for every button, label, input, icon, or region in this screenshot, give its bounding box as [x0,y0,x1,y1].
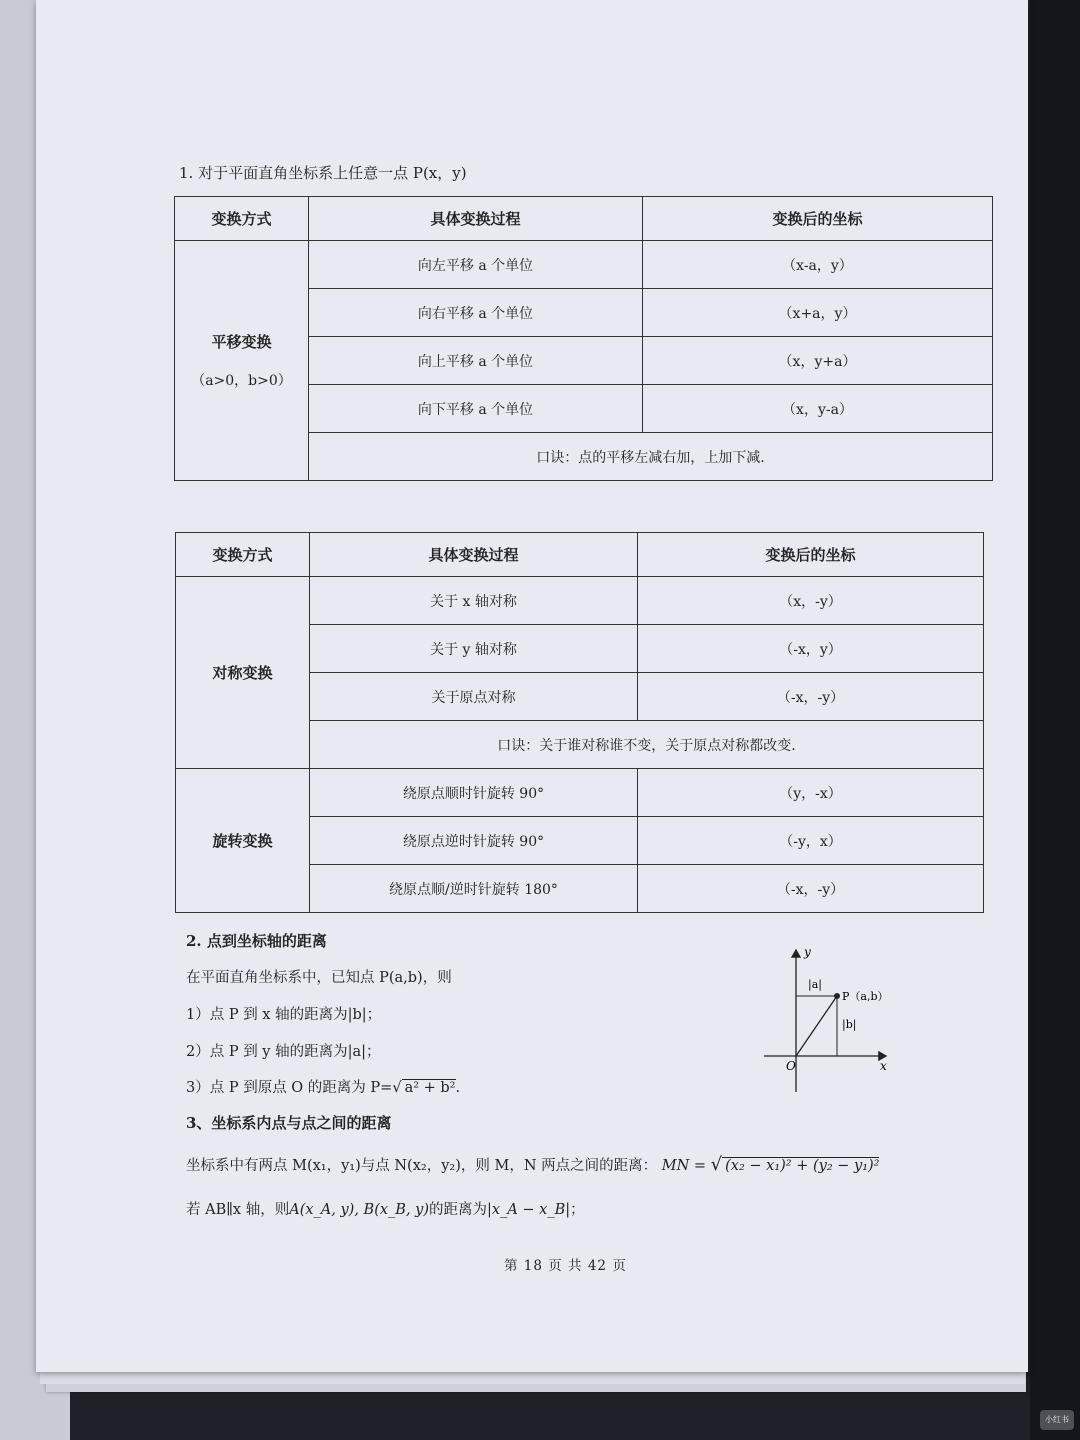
formula-lhs: MN = [661,1158,707,1174]
origin-to-p-line [796,996,837,1056]
section2-item-2: 2）点 P 到 y 轴的距离为|a|； [186,1044,381,1060]
process-cell: 向下平移 a 个单位 [309,385,643,433]
result-cell: （x+a，y） [643,289,993,337]
origin-label: O [786,1059,796,1073]
header-process: 具体变换过程 [310,533,638,577]
line2-prefix: 若 AB∥x 轴，则 [186,1202,290,1218]
point-label: P（a,b） [842,990,889,1003]
b-label: |b| [842,1018,857,1031]
header-transform-type: 变换方式 [176,533,310,577]
symmetry-rotation-table [175,532,984,913]
process-cell: 向上平移 a 个单位 [309,337,643,385]
section3-line1 [186,1154,879,1175]
header-result: 变换后的坐标 [643,197,993,241]
process-cell: 关于 y 轴对称 [310,625,638,673]
sqrt-symbol: √ [710,1154,723,1175]
section2-intro: 在平面直角坐标系中，已知点 P(a,b)，则 [186,970,452,986]
result-cell: （-x，-y） [638,865,984,913]
process-cell: 关于原点对称 [310,673,638,721]
point-p [834,993,840,999]
category-condition: （a>0，b>0） [191,373,292,389]
section2-item-1: 1）点 P 到 x 轴的距离为|b|； [186,1007,382,1023]
header-process: 具体变换过程 [309,197,643,241]
item3-suffix: . [455,1080,461,1096]
item3-prefix: 3）点 P 到原点 O 的距离为 P= [186,1080,393,1096]
process-cell: 向右平移 a 个单位 [309,289,643,337]
category-rotation: 旋转变换 [176,769,310,913]
process-cell: 绕原点顺/逆时针旋转 180° [310,865,638,913]
result-cell: （x，y-a） [643,385,993,433]
section3-line2 [186,1198,585,1219]
a-label: |a| [808,978,822,991]
sqrt-symbol: √ [392,1080,402,1096]
category-symmetry: 对称变换 [176,577,310,769]
result-cell: （x，-y） [638,577,984,625]
formula-radicand: (x₂ − x₁)² + (y₂ − y₁)² [722,1157,879,1174]
header-result: 变换后的坐标 [638,533,984,577]
page-footer: 第 18 页 共 42 页 [504,1258,627,1274]
table-header-row [176,533,984,577]
item3-radicand: a² + b² [402,1079,456,1096]
mnemonic-cell: 口诀：关于谁对称谁不变，关于原点对称都改变. [310,721,984,769]
background-right [1030,0,1080,1440]
result-cell: （x-a，y） [643,241,993,289]
watermark-logo: 小红书 [1040,1410,1074,1430]
header-transform-type: 变换方式 [175,197,309,241]
document-page [36,0,1028,1372]
table-row [175,241,993,289]
process-cell: 关于 x 轴对称 [310,577,638,625]
result-cell: （x，y+a） [643,337,993,385]
distance-figure [756,940,916,1100]
table-row [176,769,984,817]
mnemonic-cell: 口诀：点的平移左减右加，上加下减. [309,433,993,481]
process-cell: 向左平移 a 个单位 [309,241,643,289]
result-cell: （y，-x） [638,769,984,817]
category-label: 平移变换 [211,333,272,351]
result-cell: （-x，y） [638,625,984,673]
section3-heading: 3、坐标系内点与点之间的距离 [186,1114,392,1132]
line2-result: |x_A − x_B| [487,1202,571,1218]
y-label: y [804,945,811,959]
process-cell: 绕原点顺时针旋转 90° [310,769,638,817]
section2-item-3 [186,1076,460,1097]
section1-intro: 1. 对于平面直角坐标系上任意一点 P(x，y) [179,164,467,182]
table-header-row [175,197,993,241]
process-cell: 绕原点逆时针旋转 90° [310,817,638,865]
category-translation [175,241,309,481]
line2-points: A(x_A, y), B(x_B, y) [289,1202,430,1218]
line2-suffix: ； [570,1202,585,1218]
result-cell: （-y，x） [638,817,984,865]
result-cell: （-x，-y） [638,673,984,721]
x-label: x [880,1059,887,1073]
line2-mid: 的距离为 [429,1202,488,1218]
line1-text: 坐标系中有两点 M(x₁，y₁)与点 N(x₂，y₂)，则 M，N 两点之间的距离： [186,1158,658,1174]
table-row [176,577,984,625]
section2-heading: 2. 点到坐标轴的距离 [186,932,327,950]
translation-table [174,196,993,481]
